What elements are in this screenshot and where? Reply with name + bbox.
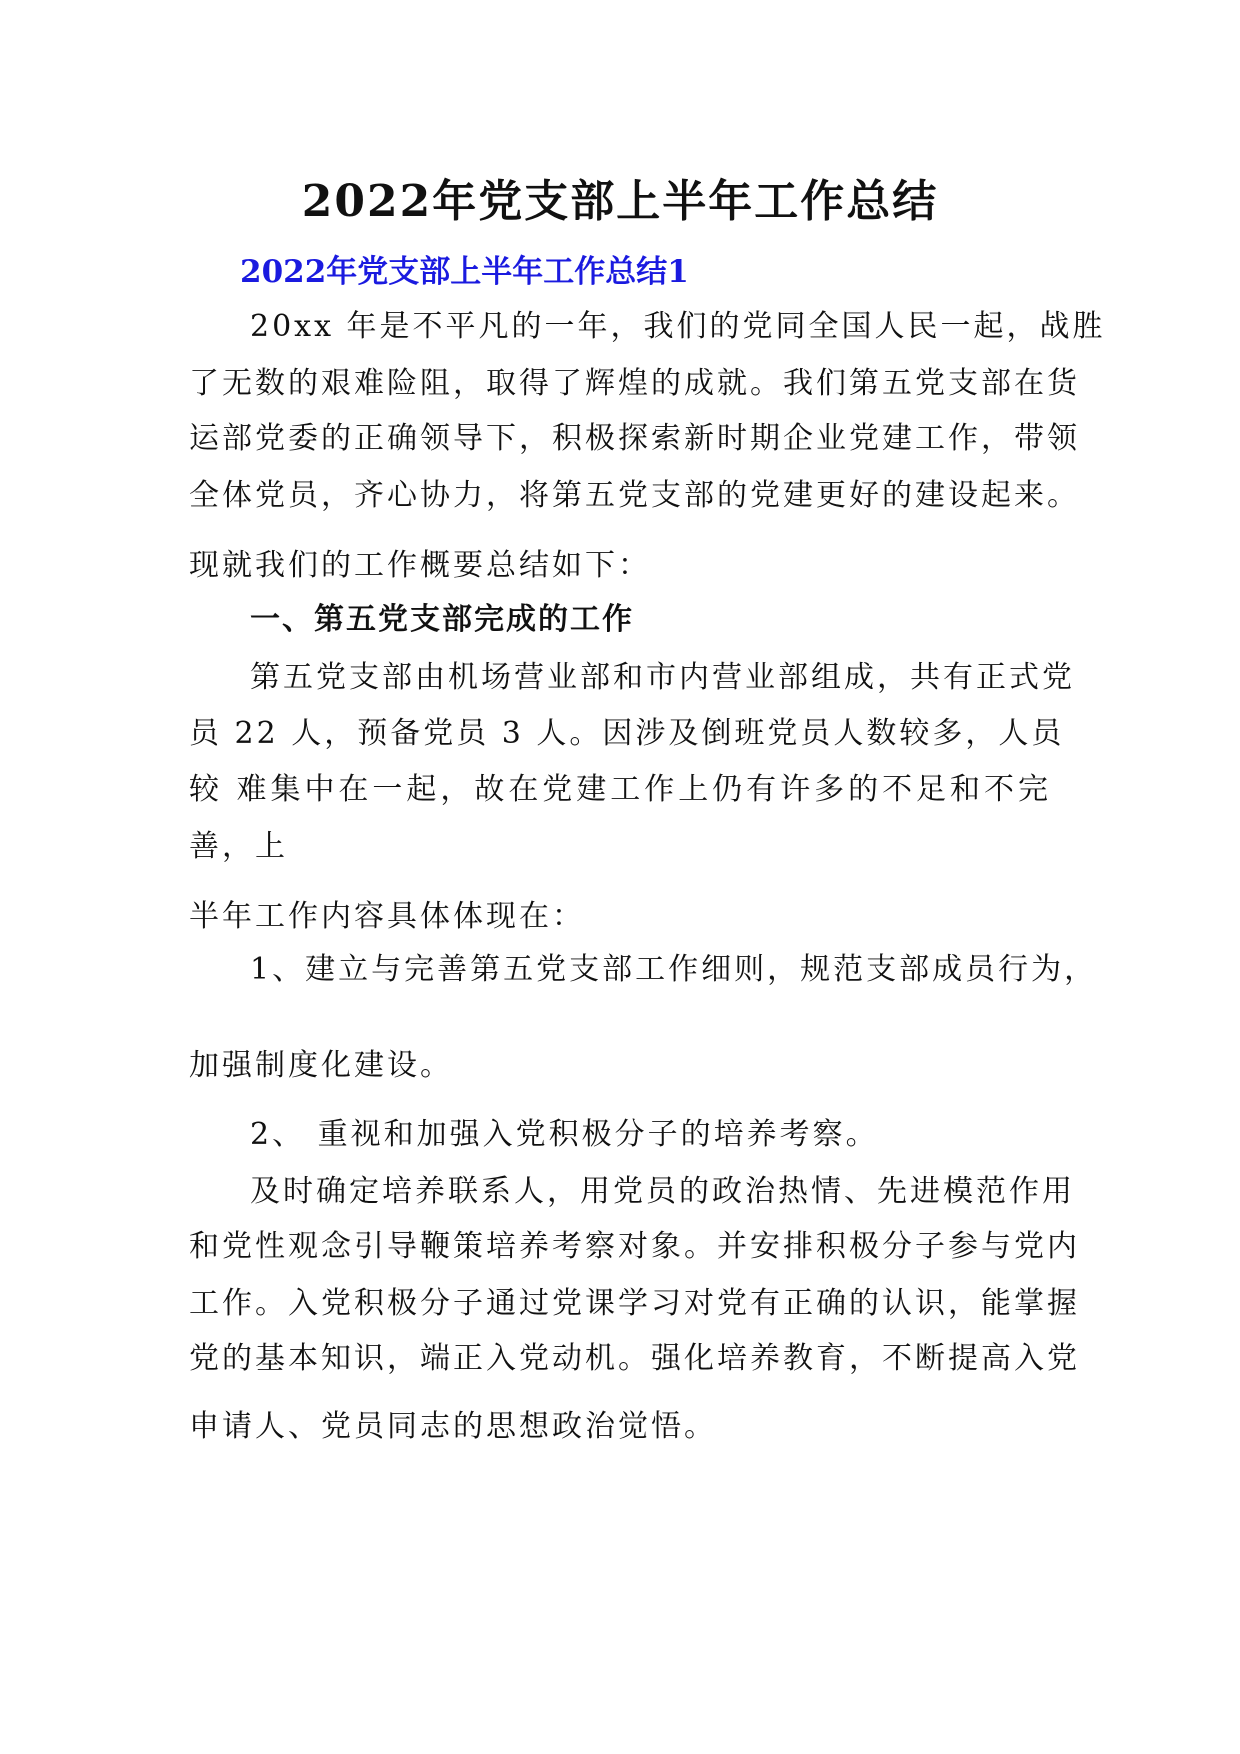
paragraph-line: 半年工作内容具体体现在： [189, 899, 585, 934]
paragraph-line: 运部党委的正确领导下，积极探索新时期企业党建工作，带领 [189, 421, 1080, 456]
paragraph-line: 较 难集中在一起，故在党建工作上仍有许多的不足和不完 [189, 772, 1051, 807]
paragraph-line: 申请人、党员同志的思想政治觉悟。 [189, 1409, 717, 1444]
paragraph-line: 现就我们的工作概要总结如下： [189, 548, 651, 583]
paragraph-line: 党的基本知识，端正入党动机。强化培养教育，不断提高入党 [189, 1341, 1080, 1376]
paragraph-line: 全体党员，齐心协力，将第五党支部的党建更好的建设起来。 [189, 478, 1080, 513]
paragraph-line: 第五党支部由机场营业部和市内营业部组成，共有正式党 [250, 660, 1075, 695]
paragraph-line: 工作。入党积极分子通过党课学习对党有正确的认识，能掌握 [189, 1286, 1080, 1321]
paragraph-line: 及时确定培养联系人，用党员的政治热情、先进模范作用 [250, 1174, 1075, 1209]
paragraph-line: 和党性观念引导鞭策培养考察对象。并安排积极分子参与党内 [189, 1229, 1080, 1264]
paragraph-line: 员 22 人，预备党员 3 人。因涉及倒班党员人数较多，人员 [189, 716, 1065, 751]
paragraph-line: 加强制度化建设。 [189, 1048, 453, 1083]
list-item-line: 1、建立与完善第五党支部工作细则，规范支部成员行为， [250, 952, 1098, 987]
paragraph-line: 了无数的艰难险阻，取得了辉煌的成就。我们第五党支部在货 [189, 366, 1080, 401]
document-title: 2022年党支部上半年工作总结 [301, 176, 939, 227]
section-subtitle-link[interactable]: 2022年党支部上半年工作总结1 [240, 254, 689, 290]
list-item-line: 2、 重视和加强入党积极分子的培养考察。 [250, 1117, 879, 1152]
paragraph-line: 20xx 年是不平凡的一年，我们的党同全国人民一起，战胜 [250, 309, 1106, 344]
section-heading: 一、第五党支部完成的工作 [250, 602, 634, 637]
paragraph-line: 善，上 [189, 829, 288, 864]
